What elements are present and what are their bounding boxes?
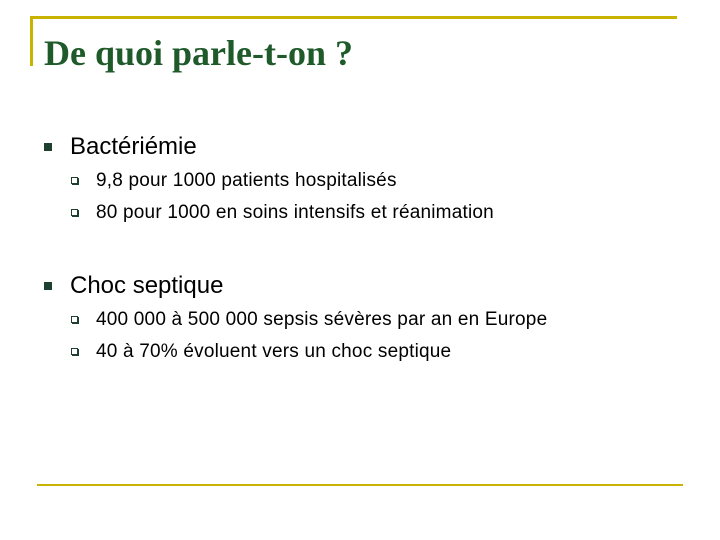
slide-title: De quoi parle-t-on ? [44,33,353,73]
frame-top-line [30,16,677,19]
section-heading-label: Choc septique [70,272,224,299]
sub-point-label: 400 000 à 500 000 sepsis sévères par an en Europe [96,309,548,330]
square-bullet-icon [44,143,52,151]
checkbox-bullet-icon [71,209,78,216]
sub-point-label: 80 pour 1000 en soins intensifs et réanimation [96,202,494,223]
checkbox-bullet-icon [71,316,78,323]
checkbox-bullet-icon [71,177,78,184]
section-heading-label: Bactériémie [70,133,197,160]
footer-line [37,484,683,486]
frame-left-line [30,16,33,66]
sub-point-label: 9,8 pour 1000 patients hospitalisés [96,170,397,191]
sub-point-label: 40 à 70% évoluent vers un choc septique [96,341,452,362]
checkbox-bullet-icon [71,348,78,355]
square-bullet-icon [44,282,52,290]
